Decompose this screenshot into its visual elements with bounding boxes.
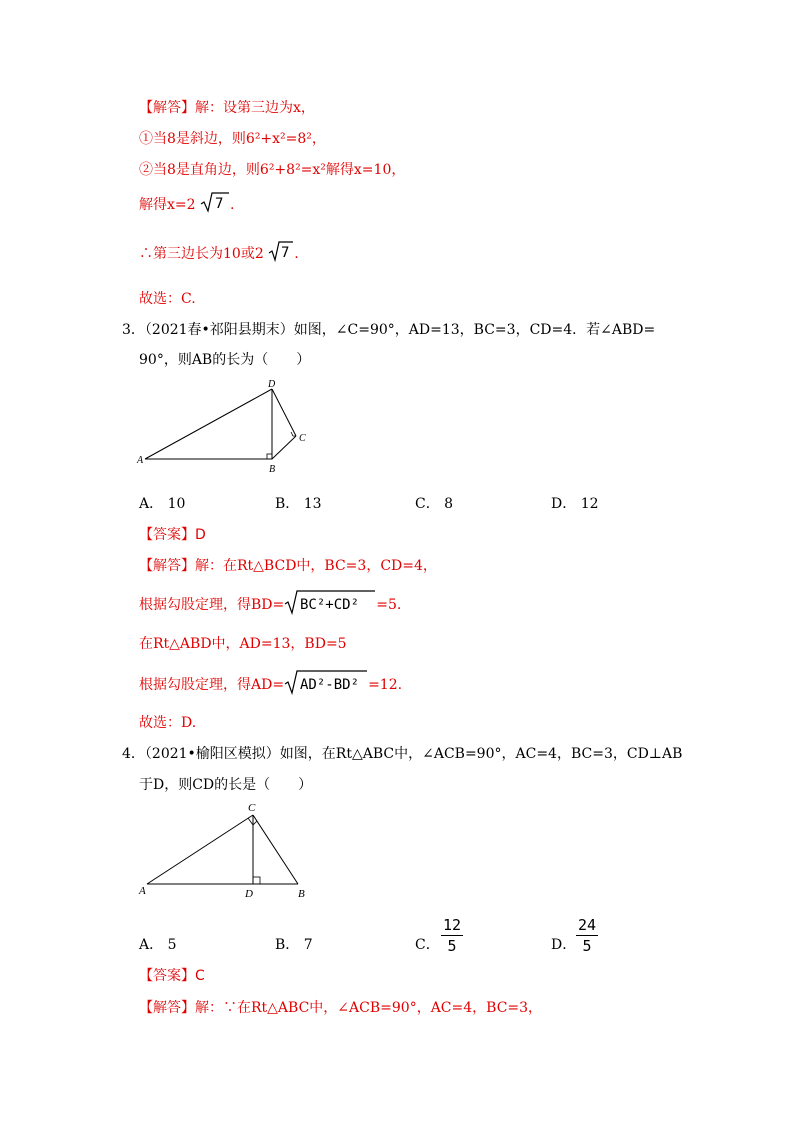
solution-prev-conclusion [139, 240, 299, 268]
numerator: 24 [577, 916, 597, 934]
q4-stem-line1 [122, 744, 682, 764]
solution-prev-final: 故选：C. [139, 291, 196, 307]
label-d: D [268, 379, 276, 390]
sqrt-sign [284, 589, 376, 621]
sqrt-expression: BC²+CD² [300, 597, 360, 613]
q4-stem-text: （2021•榆阳区模拟）如图，在Rt△ABC中，∠ACB=90°，AC=4，BC=3，CD⊥AB [144, 746, 683, 762]
sqrt-sign [268, 240, 294, 268]
q3-sol-line1: 【解答】解：在Rt△BCD中，BC=3，CD=4， [139, 558, 437, 574]
label-a: A [139, 885, 146, 897]
solution-prev-line2: ①当8是斜边，则6²+x²=8²， [139, 131, 326, 147]
answer-tag: 【答案】 [139, 968, 195, 984]
conclusion-prefix: ∴第三边长为10或2 [139, 246, 264, 262]
q3-sol-line4: 根据勾股定理，得AD= AD²-BD² =12. [139, 669, 402, 701]
solution-prev-line4-suffix: . [230, 197, 235, 213]
q3-sol-line3: 在Rt△ABD中，AD=13，BD=5 [139, 636, 347, 652]
q4-option-b[interactable]: B． 7 [275, 937, 313, 953]
q3-sol-final: 故选：D. [139, 715, 197, 731]
q4-option-c[interactable]: C． [415, 937, 440, 953]
q4-answer [139, 966, 205, 986]
conclusion-suffix: . [294, 246, 299, 262]
answer-value: D [195, 527, 206, 543]
q3-sol-line2: 根据勾股定理，得BD= BC²+CD² =5. [139, 589, 401, 621]
q4-option-a[interactable]: A． 5 [139, 937, 177, 953]
q4-option-d-fraction [576, 917, 598, 954]
q3-answer [139, 525, 206, 545]
label-a: A [137, 455, 144, 466]
solution-prev-line4-prefix: 解得x=2 [139, 197, 196, 213]
q3-option-b[interactable]: B． 13 [275, 496, 322, 512]
q4-option-d[interactable]: D． [551, 937, 577, 953]
q4-option-c-fraction [441, 917, 463, 954]
solution-prev-line4 [139, 191, 234, 219]
q4-number: 4． [122, 746, 145, 762]
q3-number: 3． [122, 322, 145, 338]
numerator: 12 [442, 916, 462, 934]
q3-stem-line1 [122, 320, 655, 340]
q3-option-c[interactable]: C． 8 [415, 496, 454, 512]
sqrt-arg: 7 [215, 196, 224, 212]
sqrt-sign [284, 669, 368, 701]
q3-stem-line2: 90°，则AB的长为（ ） [139, 352, 311, 368]
solution-prev-line1: 【解答】解：设第三边为x， [139, 100, 315, 116]
q3-stem-text: （2021春•祁阳县期末）如图，∠C=90°，AD=13，BC=3，CD=4．若∠ABD= [144, 322, 656, 338]
q4-stem-line2: 于D，则CD的长是（ ） [139, 777, 313, 793]
denominator: 5 [447, 937, 457, 955]
label-c: C [299, 433, 306, 444]
denominator: 5 [582, 937, 592, 955]
sqrt-sign [200, 191, 230, 219]
solution-prev-line3: ②当8是直角边，则6²+8²=x²解得x=10， [139, 162, 406, 178]
q3-figure [135, 375, 315, 475]
q4-sol-line1: 【解答】解：∵在Rt△ABC中，∠ACB=90°，AC=4，BC=3， [139, 1000, 543, 1016]
label-b: B [298, 888, 305, 900]
label-d: D [245, 888, 253, 900]
label-c: C [248, 802, 256, 814]
sqrt-arg: 7 [281, 245, 290, 261]
answer-tag: 【答案】 [139, 527, 195, 543]
q4-figure [135, 798, 320, 904]
q3-option-a[interactable]: A． 10 [139, 496, 186, 512]
sqrt-expression: AD²-BD² [300, 677, 360, 693]
q3-option-d[interactable]: D． 12 [551, 496, 599, 512]
label-b: B [269, 464, 276, 475]
answer-value: C [195, 968, 205, 984]
